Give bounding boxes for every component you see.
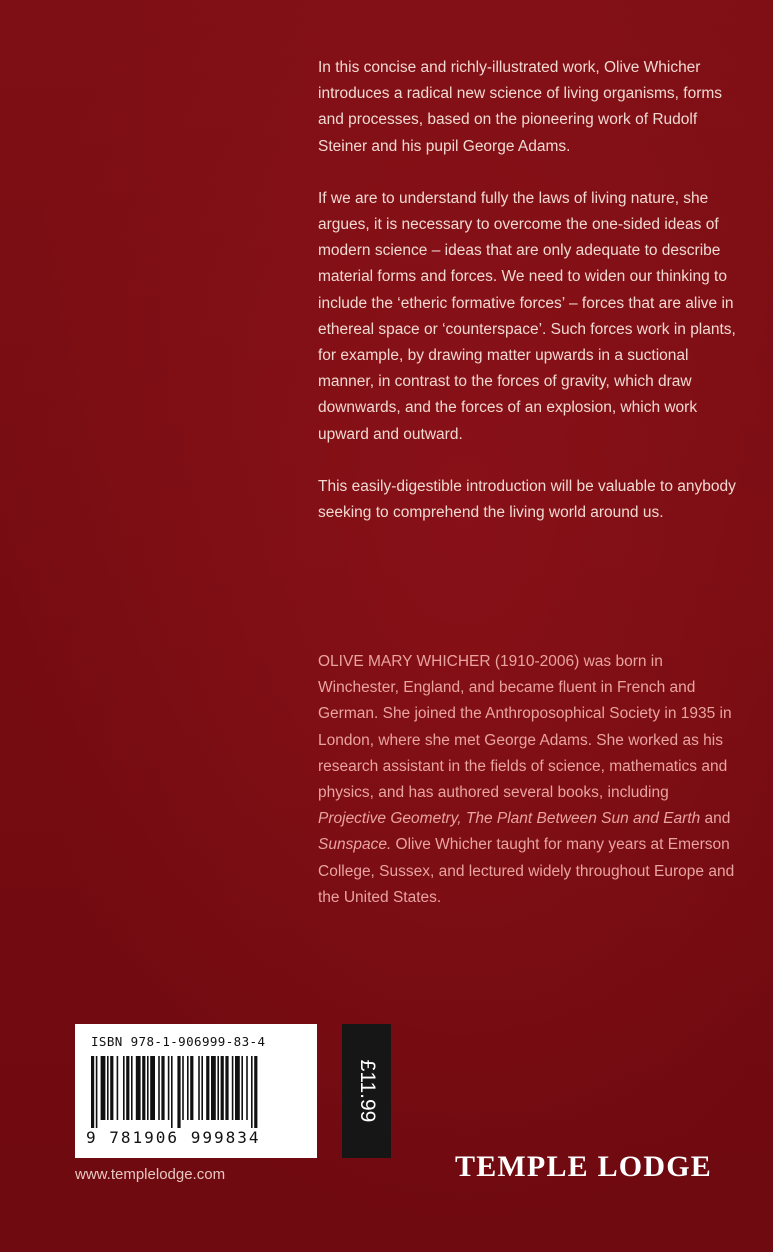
barcode-bar <box>206 1056 209 1120</box>
barcode-bar <box>123 1056 125 1120</box>
barcode-bar <box>161 1056 164 1120</box>
barcode <box>89 1056 327 1128</box>
publisher-logo-text: TEMPLE LODGE <box>455 1150 712 1183</box>
barcode-bar <box>171 1056 173 1128</box>
barcode-bar <box>201 1056 203 1120</box>
barcode-bar <box>190 1056 193 1120</box>
barcode-bar <box>131 1056 133 1120</box>
barcode-bar <box>107 1056 109 1120</box>
barcode-bar <box>147 1056 149 1120</box>
bio-text-3: Olive Whicher taught for many years at Emerson College, Sussex, and lectured widely throughout Europe and the United States. <box>318 836 735 906</box>
barcode-bar <box>136 1056 141 1120</box>
book-blurb <box>318 55 738 552</box>
isbn-barcode-box <box>75 1024 379 1158</box>
author-bio <box>318 649 738 911</box>
barcode-bar <box>110 1056 113 1120</box>
bio-text-1: OLIVE MARY WHICHER (1910-2006) was born in Winchester, England, and became fluent in French and German. She joined the Anthroposophical Society in 1935 in London, where she met George Adams. She worked as his research assistant in the fields of science, mathematics and physics, and has authored several books, including <box>318 653 732 802</box>
author-bio-paragraph <box>318 649 738 911</box>
barcode-bar <box>96 1056 98 1128</box>
barcode-bar <box>91 1056 94 1128</box>
barcode-bar <box>221 1056 224 1120</box>
blurb-paragraph-3: This easily-digestible introduction will be valuable to anybody seeking to comprehend the living world around us. <box>318 477 736 522</box>
price-strip <box>342 1024 391 1158</box>
barcode-bar <box>235 1056 240 1120</box>
barcode-bar <box>251 1056 253 1128</box>
bio-book-titles-1: Projective Geometry, The Plant Between Sun and Earth <box>318 810 701 828</box>
barcode-bar <box>187 1056 189 1120</box>
blurb-paragraph-2: If we are to understand fully the laws of living nature, she argues, it is necessary to overcome the one-sided ideas of modern science – ideas that are only adequate to describe material forms and forces. We need to widen our thinking to include the ‘etheric formative forces’ – forces that are alive in ethereal space or ‘counterspace’. Such forces work in plants, for example, by drawing matter upwards in a suctional manner, in contrast to the forces of gravity, which draw downwards, and the forces of an explosion, which work upward and outward. <box>318 189 736 443</box>
barcode-bar <box>142 1056 145 1120</box>
barcode-bar <box>177 1056 180 1128</box>
barcode-bar <box>158 1056 160 1120</box>
barcode-bar <box>117 1056 119 1120</box>
barcode-bar <box>246 1056 248 1120</box>
barcode-bar <box>168 1056 170 1120</box>
barcode-bar <box>211 1056 216 1120</box>
barcode-bar <box>101 1056 106 1120</box>
blurb-paragraph-1: In this concise and richly-illustrated work, Olive Whicher introduces a radical new science of living organisms, forms and processes, based on the pioneering work of Rudolf Steiner and his pupil George Adams. <box>318 59 723 155</box>
publisher-website: www.templelodge.com <box>75 1166 226 1183</box>
isbn-number: ISBN 978-1-906999-83-4 <box>91 1034 266 1049</box>
barcode-bar <box>182 1056 184 1120</box>
barcode-digits: 9 781906 999834 <box>86 1128 261 1147</box>
barcode-bar <box>198 1056 200 1120</box>
barcode-bar <box>126 1056 129 1120</box>
barcode-bar <box>232 1056 234 1120</box>
barcode-bar <box>225 1056 228 1120</box>
barcode-bar <box>241 1056 243 1120</box>
price: £11.99 <box>355 1059 379 1123</box>
barcode-bar <box>217 1056 219 1120</box>
bio-book-title-2: Sunspace. <box>318 836 392 854</box>
barcode-bar <box>150 1056 155 1120</box>
bio-text-2: and <box>700 810 731 828</box>
barcode-bar <box>254 1056 257 1128</box>
